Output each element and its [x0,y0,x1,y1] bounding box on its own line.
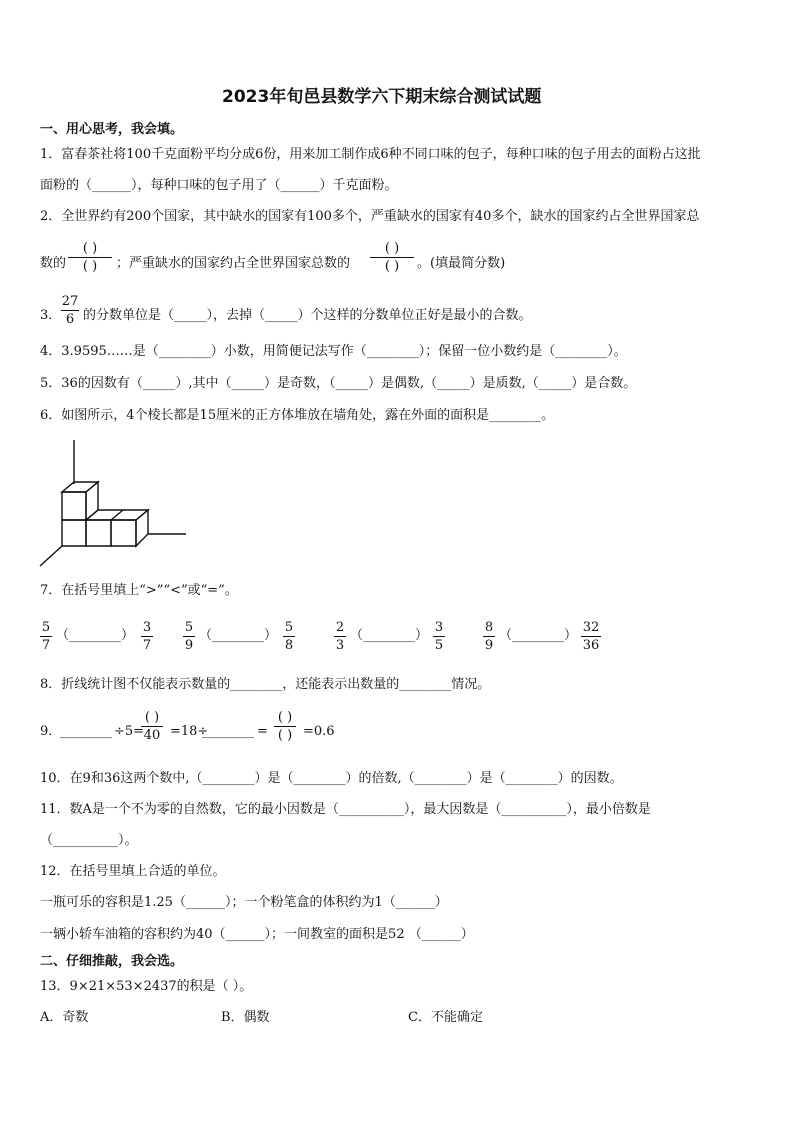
question-12: 12．在括号里填上合适的单位。 [40,864,226,879]
fraction-1-top: ( ) [82,241,98,256]
question-9-equals: = [257,724,268,739]
question-3-denominator: 6 [65,312,75,327]
question-2-line-1: 2．全世界约有200个国家，其中缺水的国家有100多个，严重缺水的国家有40多个，缺水的国家约占全世界国家总 [40,209,700,224]
q7-pair-3-right: 3 5 [434,620,444,653]
question-10: 10．在9和36这两个数中,（________）是（________）的倍数,（________）是（________）的因数。 [40,771,623,786]
question-9-end: =0.6 [303,724,335,739]
question-13: 13．9×21×53×2437的积是（ ）。 [40,979,253,994]
question-3-number: 3． [40,308,62,323]
q7-blank-3: （________） [350,628,429,643]
fraction-1-bottom: ( ) [82,259,98,274]
q7-pair-3-left: 2 3 [335,620,345,653]
section-heading-choose: 二、仔细推敲，我会选。 [40,954,184,969]
question-9-fraction-1: ( ) 40 [141,711,163,742]
q7-pair-4-right: 32 36 [582,620,600,653]
question-4: 4．3.9595……是（________）小数，用简便记法写作（________）；保留一位小数约是（________）。 [40,344,627,359]
question-7: 7．在括号里填上“>”“<”或“=”。 [40,583,238,598]
q7-pair-4-left: 8 9 [484,620,494,653]
question-9-div5: ÷5= [114,724,145,739]
question-11-line-2: （__________）。 [40,833,138,848]
cube-lower-3 [111,520,136,546]
question-12-line-2: 一辆小轿车油箱的容积约为40（______）；一间教室的面积是52 （______） [40,927,474,942]
option-b[interactable]: B．偶数 [221,1010,270,1025]
cube-upper-front [62,492,86,520]
question-1-line-1: 1．富春茶社将100千克面粉平均分成6份，用来加工制作成6种不同口味的包子，每种口味的包子用去的面粉占这批 [40,147,701,162]
question-2-middle: ；严重缺水的国家约占全世界国家总数的 [116,256,351,271]
wall-edge-diagonal [40,546,62,566]
cube-lower-2 [86,520,111,546]
fraction-2-bottom: ( ) [384,259,400,274]
option-a[interactable]: A．奇数 [40,1010,89,1025]
question-9-fraction-2: ( ) ( ) [274,711,296,742]
question-9-blank-1: ________ [60,724,112,739]
section-heading-fill: 一、用心思考，我会填。 [40,122,184,137]
question-2-suffix: 。(填最简分数) [417,256,506,271]
question-1-line-2: 面粉的（______），每种口味的包子用了（______）千克面粉。 [40,178,398,193]
question-9-blank-2: ________ [202,724,254,739]
q7-pair-1-left: 5 7 [41,620,51,653]
question-11-line-1: 11．数A是一个不为零的自然数，它的最小因数是（__________），最大因数是（__________），最小倍数是 [40,802,651,817]
question-12-line-1: 一瓶可乐的容积是1.25（______）；一个粉笔盒的体积约为1（______） [40,895,448,910]
question-2-prefix: 数的 [40,256,67,271]
question-3-text: 的分数单位是（_____），去掉（_____）个这样的分数单位正好是最小的合数。 [83,308,532,323]
fraction-2-top: ( ) [384,241,400,256]
option-c[interactable]: C．不能确定 [408,1010,483,1025]
question-3-numerator: 27 [61,294,79,309]
page-title: 2023年旬邑县数学六下期末综合测试试题 [222,87,542,107]
question-6: 6．如图所示，4个棱长都是15厘米的正方体堆放在墙角处，露在外面的面积是________。 [40,408,555,423]
q7-blank-4: （________） [499,628,578,643]
cube-lower-1 [62,520,86,546]
question-9-mid: =18÷ [170,724,209,739]
q7-blank-2: （________） [199,628,278,643]
q7-blank-1: （________） [56,628,135,643]
question-9-number: 9． [40,724,62,739]
q7-pair-2-left: 5 9 [184,620,194,653]
cube-lower-side [136,510,148,546]
question-5: 5．36的因数有（_____）,其中（_____）是奇数，（_____）是偶数,（_____）是质数,（_____）是合数。 [40,376,637,391]
q7-pair-2-right: 5 8 [284,620,294,653]
q7-pair-1-right: 3 7 [142,620,152,653]
question-8: 8．折线统计图不仅能表示数量的________，还能表示出数量的________情况。 [40,677,491,692]
